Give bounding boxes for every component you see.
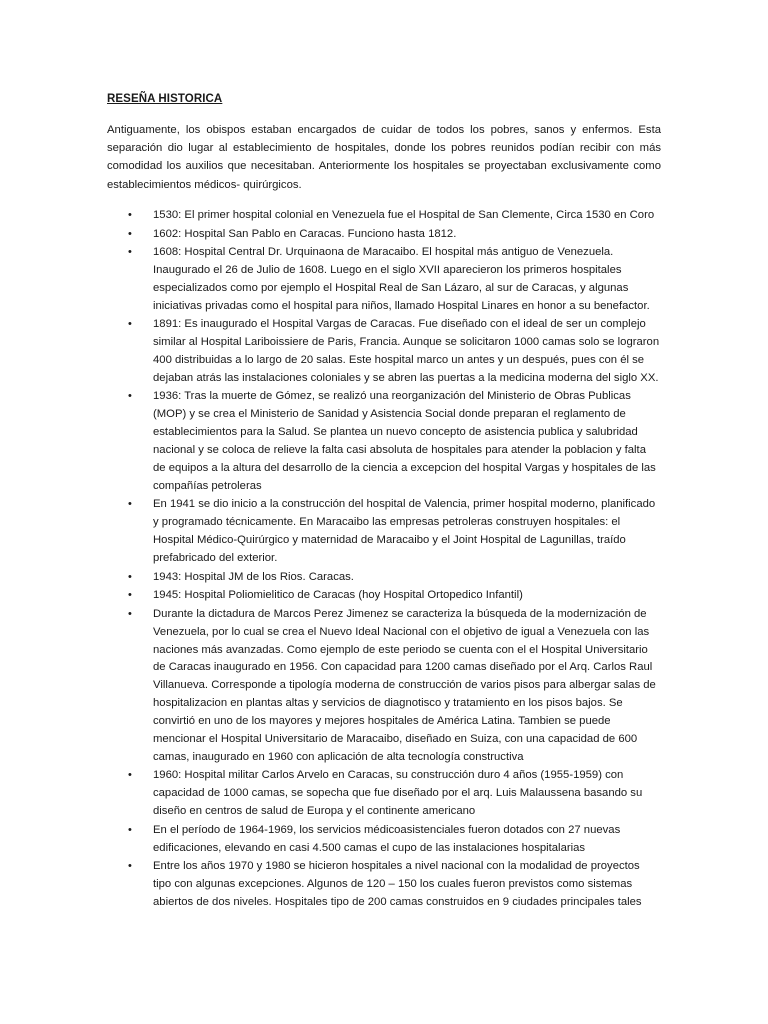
list-item [107,244,661,316]
document-title: RESEÑA HISTORICA [107,93,223,105]
list-item-text: Entre los años 1970 y 1980 se hicieron hospitales a nivel nacional con la modalidad de proyectos tipo con algunas excepciones. Algunos de 120 – 150 los cuales fueron previstos como sistemas abiertos de dos niveles. Hospitales tipo de 200 camas construidos en 9 ciudades principales tales [153,860,642,908]
list-item [107,207,661,225]
list-item [107,496,661,568]
list-item-text: 1936: Tras la muerte de Gómez, se realizó una reorganización del Ministerio de Obras Publicas (MOP) y se crea el Ministerio de Sanidad y Asistencia Social donde preparan el reglamento de establecimientos para la Salud. Se plantea un nuevo concepto de asistencia publica y salubridad nacional y se coloca de relieve la falta casi absoluta de hospitales para atender la poblacion y falta de equipos a la altura del desarrollo de la ciencia a excepcion del hospital Vargas y hospitales de las compañías petroleras [153,390,656,492]
list-item [107,767,661,821]
list-item-text: 1945: Hospital Poliomielitico de Caracas (hoy Hospital Ortopedico Infantil) [153,589,523,602]
list-item-text: 1891: Es inaugurado el Hospital Vargas de Caracas. Fue diseñado con el ideal de ser un complejo similar al Hospital Lariboissiere de Paris, Francia. Aunque se solicitaron 1000 camas solo se lograron 400 distribuidas a lo largo de 20 salas. Este hospital marco un antes y un después, pues con él se dejaban atrás las instalaciones coloniales y se abren las puertas a la medicina moderna del siglo XX. [153,318,660,384]
bullet-icon: • [128,227,132,240]
bullet-icon: • [128,246,132,258]
bullet-icon: • [128,498,132,511]
list-item [107,822,661,858]
list-item [107,226,661,244]
list-item-text: Durante la dictadura de Marcos Perez Jimenez se caracteriza la búsqueda de la modernización de Venezuela, por lo cual se crea el Nuevo Ideal Nacional con el objetivo de igual a Venezuela con las naciones más avanzadas. Como ejemplo de este periodo se cuenta con el el Hospital Universitario de Caracas inaugurado en 1956. Con capacidad para 1200 camas diseñado por el Arq. Carlos Raul Villanueva. Corresponde a tipología moderna de construcción de varios pisos para albergar salas de hospitalizacion en plantas altas y servicios de diagnotisco y tratamiento en los pisos bajos. Se convirtió en uno de los mayores y mejores hospitales de América Latina. Tambien se puede mencionar el Hospital Universitario de Maracaibo, diseñado en Suiza, con una capacidad de 600 camas, inaugurado en 1960 con aplicación de alta tecnología constructiva [153,607,656,763]
bullet-icon: • [128,860,132,873]
bullet-icon: • [128,769,132,782]
list-item [107,858,661,912]
list-item-text: 1943: Hospital JM de los Rios. Caracas. [153,570,354,583]
list-item [107,587,661,605]
bullet-icon: • [128,570,132,583]
list-item [107,316,661,388]
history-list [107,207,661,912]
list-item [107,388,661,495]
bullet-icon: • [128,209,132,221]
list-item-text: 1602: Hospital San Pablo en Caracas. Funciono hasta 1812. [153,227,457,240]
list-item-text: 1608: Hospital Central Dr. Urquinaona de Maracaibo. El hospital más antiguo de Venezuela. Inaugurado el 26 de Julio de 1608. Luego en el siglo XVII aparecieron los primeros hospitales especializados como por ejemplo el Hospital Real de San Lázaro, al sur de Caracas, y algunas iniciativas privadas como el hospital para niños, llamado Hospital Linares en honor a su benefactor. [153,246,650,312]
list-item-text: 1530: El primer hospital colonial en Venezuela fue el Hospital de San Clemente, Circa 1530 en Coro [153,209,655,221]
bullet-icon: • [128,390,132,403]
list-item-text: 1960: Hospital militar Carlos Arvelo en Caracas, su construcción duro 4 años (1955-1959) con capacidad de 1000 camas, se sopecha que fue diseñado por el arq. Luis Malaussena basando su diseño en centros de salud de Europa y el continente americano [153,769,643,818]
bullet-icon: • [128,823,132,836]
bullet-icon: • [128,607,132,620]
list-item [107,569,661,587]
list-item [107,606,661,767]
intro-paragraph: Antiguamente, los obispos estaban encargados de cuidar de todos los pobres, sanos y enfermos. Esta separación dio lugar al establecimiento de hospitales, donde los pobres reunidos podían recibir con más comodidad los auxilios que necesitaban. Anteriormente los hospitales se proyectaban exclusivamente como establecimientos médicos- quirúrgicos. [107,124,661,191]
list-item-text: En 1941 se dio inicio a la construcción del hospital de Valencia, primer hospital moderno, planificado y programado técnicamente. En Maracaibo las empresas petroleras construyen hospitales: el Hospital Médico-Quirúrgico y maternidad de Maracaibo y el Joint Hospital de Lagunillas, traído prefabricado del exterior. [153,498,656,565]
bullet-icon: • [128,318,132,331]
list-item-text: En el período de 1964-1969, los servicios médicoasistenciales fueron dotados con 27 nuevas edificaciones, elevando en casi 4.500 camas el cupo de las instalaciones hospitalarias [153,823,621,854]
bullet-icon: • [128,589,132,602]
